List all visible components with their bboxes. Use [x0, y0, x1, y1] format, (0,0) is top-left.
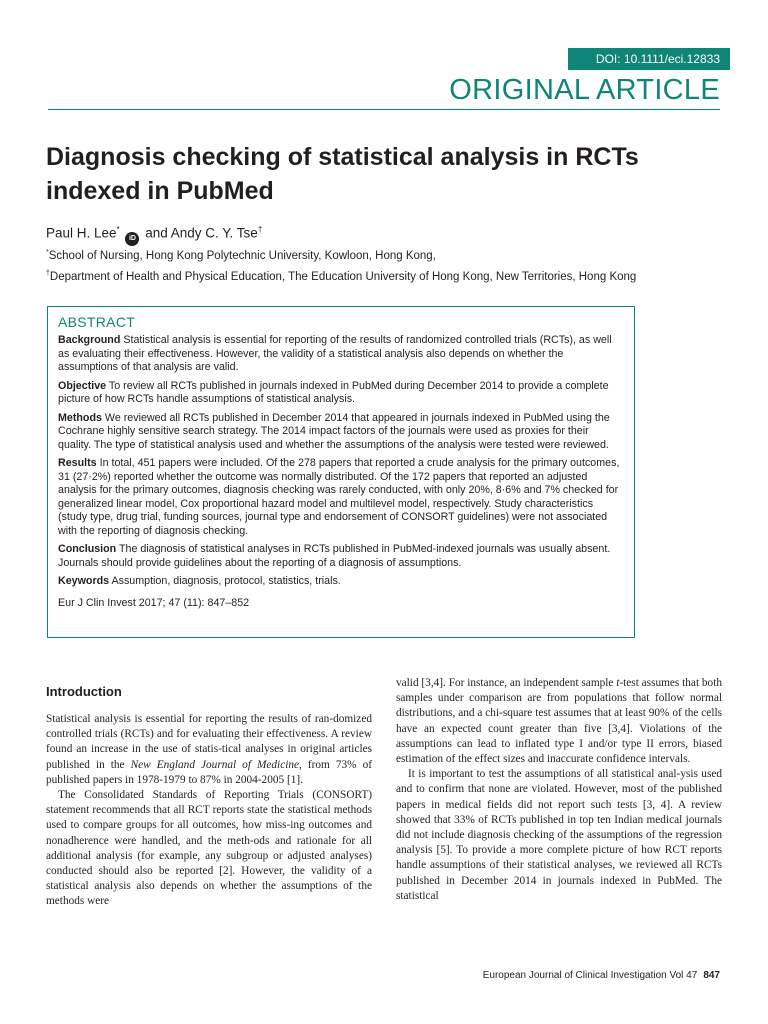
abstract-keywords — [58, 575, 624, 589]
affiliation-mark: † — [46, 269, 50, 277]
abstract-label: Methods — [58, 411, 102, 424]
article-type-label: ORIGINAL ARTICLE — [449, 74, 720, 106]
abstract-objective — [58, 380, 624, 407]
body-paragraph: The Consolidated Standards of Reporting Trials (CONSORT) statement recommends that all RCT reports state the statistical methods used to compare groups for all outcomes, how miss-ing outcomes and nonadherence were handled, and the meth-ods and rationale for all additional analysis (for example, any subgroup or adjusted analyses) conducted should also be reported [2]. However, the validity of a statistical analysis also depends on whether the assumptions of the methods were — [46, 789, 372, 908]
abstract-conclusion — [58, 543, 624, 570]
abstract-label: Conclusion — [58, 543, 117, 555]
abstract-heading: ABSTRACT — [58, 314, 136, 330]
abstract-methods — [58, 412, 624, 453]
affiliation-mark: * — [46, 249, 49, 256]
abstract-text: We reviewed all RCTs published in December 2014 that appeared in journals indexed in PubMed using the Cochrane highly sensitive search strategy. The 2014 impact factors of the journals were used as proxies for their quality. The type of statistical analysis used and whether the assumptions of the analysis were tested were reviewed. — [58, 411, 610, 451]
author-name: Andy C. Y. Tse — [170, 225, 258, 241]
body-paragraph — [46, 712, 372, 788]
abstract-text: Assumption, diagnosis, protocol, statistics, trials. — [111, 575, 341, 587]
abstract-label: Keywords — [58, 575, 110, 587]
author-name: Paul H. Lee — [46, 225, 117, 241]
body-column-right — [396, 676, 722, 904]
abstract-label: Results — [58, 457, 97, 469]
affiliation-text: School of Nursing, Hong Kong Polytechnic University, Kowloon, Hong Kong, — [48, 249, 436, 262]
body-text: valid [3,4]. For instance, an independent sample — [396, 677, 617, 689]
abstract-text: In total, 451 papers were included. Of the 278 papers that reported a crude analysis for the primary outcomes, 31 (27·2%) reported whether the outcome was normally distributed. Of the 172 papers that reported an adjusted analysis for the primary outcomes, diagnosis checking was rarely conducted, with only 20%, 8·6% and 7% checked for generalized linear model, Cox proportional hazard model and multilevel model, respectively. Study characteristics (study type, drug trial, funding sources, journal type and endorsement of CONSORT guidelines) were not associated with the reporting of diagnosis checking. — [58, 457, 620, 537]
body-paragraph — [396, 676, 722, 767]
abstract-label: Objective — [58, 379, 107, 392]
affiliation-mark: † — [257, 225, 263, 234]
body-text: -test assumes that both samples under comparison are from populations that follow normal distributions, and a chi-square test assumes that at least 90% of the cells have an expected count greater than five [3,4]. Violations of the assumptions can lead to inflated type I and/or type II errors, biased estimation of the effect sizes and inaccurate confidence intervals. — [396, 677, 722, 766]
author-list — [46, 220, 262, 246]
affiliation-mark: * — [116, 225, 120, 234]
italic-t: t — [616, 677, 620, 689]
affiliation-item — [46, 265, 726, 286]
page-footer — [483, 970, 720, 981]
journal-name: New England Journal of Medicine — [130, 758, 300, 771]
doi-badge: DOI: 10.1111/eci.12833 — [568, 48, 730, 70]
body-text: Statistical analysis is essential for reporting the results of ran-domized controlled trials (RCTs) and for evaluating their effectiveness. A review found an increase in the use of statis-tical analyses in original articles published in the — [46, 713, 372, 771]
citation-line: Eur J Clin Invest 2017; 47 (11): 847–852 — [58, 596, 250, 609]
body-text: , from 73% of published papers in 1978-1979 to 87% in 2004-2005 [1]. — [46, 758, 372, 786]
abstract-label: Background — [58, 334, 121, 346]
abstract-text: Statistical analysis is essential for reporting of the results of randomized controlled trials (RCTs), as well as evaluating their effectiveness. However, the validity of a statistical analysis also depends on whether the assumptions of that analysis are valid. — [58, 334, 612, 373]
abstract-text: The diagnosis of statistical analyses in RCTs published in PubMed-indexed journals was usually absent. Journals should provide guidelines about the reporting of a diagnosis of assumptions. — [58, 543, 611, 569]
affiliation-item — [46, 244, 726, 265]
section-heading-introduction: Introduction — [46, 684, 122, 699]
abstract-text: To review all RCTs published in journals indexed in PubMed during December 2014 to provide a complete picture of how RCTs handle assumptions of statistical analysis. — [58, 379, 609, 405]
author-connector: and — [145, 225, 168, 241]
page-number: 847 — [703, 970, 720, 981]
header-divider — [48, 109, 720, 110]
abstract-background — [58, 334, 624, 375]
affiliation-text: Department of Health and Physical Education, The Education University of Hong Kong, New Territories, Hong Kong — [49, 270, 637, 283]
body-column-left — [46, 684, 372, 910]
article-title: Diagnosis checking of statistical analysis in RCTs indexed in PubMed — [46, 143, 639, 205]
footer-journal: European Journal of Clinical Investigation Vol 47 — [482, 970, 698, 981]
orcid-icon[interactable]: iD — [125, 232, 139, 246]
abstract-box — [47, 306, 635, 638]
affiliations — [46, 244, 726, 286]
abstract-results — [58, 457, 624, 538]
body-paragraph: It is important to test the assumptions of all statistical anal-ysis used and to confirm that none are violated. However, most of the published papers in medical fields did not report such tests [3, 4]. A review showed that 33% of RCTs published in top ten Indian medical journals did not include diagnosis checking of the assumptions of the regression analysis [5]. To provide a more complete picture of how RCT reports handle assumptions of their statistical analyses, we reviewed all RCTs published in December 2014 in journals indexed in PubMed. The statistical — [396, 768, 722, 902]
